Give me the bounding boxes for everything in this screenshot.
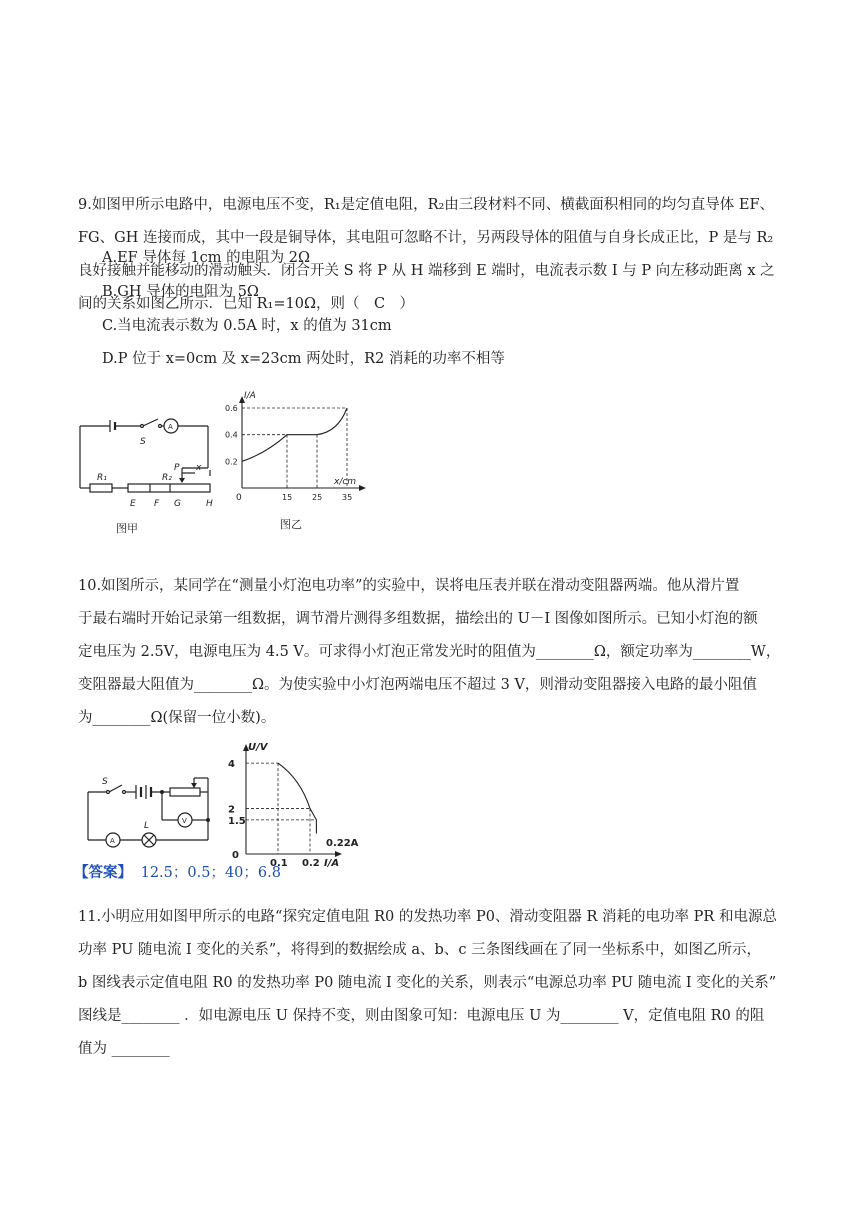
ui-y-tick: 1.5 <box>228 815 246 827</box>
slider-p-label: P <box>174 463 180 473</box>
switch-label: S <box>140 437 146 447</box>
q11-stem <box>78 901 788 1066</box>
yi-x-tick: 35 <box>342 493 353 502</box>
ui-y-tick: 2 <box>228 804 235 816</box>
answer-value: 12.5；0.5；40；6.8 <box>140 865 281 881</box>
q9-line: 间的关系如图乙所示．已知 R₁=10Ω，则（ C ） <box>78 296 415 312</box>
ui-x-tick: 0.1 <box>270 858 288 868</box>
yi-origin: 0 <box>236 493 242 503</box>
q9-option-d: D.P 位于 x=0cm 及 x=23cm 两处时，R2 消耗的功率不相等 <box>102 351 505 367</box>
q10-line: 为________Ω(保留一位小数)。 <box>78 710 276 726</box>
q9-option-c: C.当电流表示数为 0.5A 时，x 的值为 31cm <box>102 318 392 334</box>
q11-line: 图线是________ ．如电源电压 U 保持不变，则由图象可知：电源电压 U 为________ V，定值电阻 R0 的阻 <box>78 1008 765 1024</box>
q11-line: b 图线表示定值电阻 R0 的发热功率 P0 随电流 I 变化的关系，则表示“电源总功率 PU 随电流 I 变化的关系” <box>78 975 777 991</box>
yi-ylabel: I/A <box>244 391 256 401</box>
q10-switch-label: S <box>102 777 108 787</box>
point-f-label: F <box>154 499 160 509</box>
figure-q10-chart <box>228 738 388 868</box>
figure-q10-circuit <box>82 772 222 872</box>
q10-ylabel: U/V <box>248 742 268 753</box>
figure-jia-circuit <box>70 410 230 538</box>
point-g-label: G <box>174 499 181 509</box>
q10-origin: 0 <box>232 850 239 861</box>
ui-series-line <box>278 763 316 833</box>
x-label: x <box>196 463 202 473</box>
yi-xlabel: x/cm <box>334 477 357 487</box>
figure-yi-caption: 图乙 <box>280 518 302 531</box>
q10-answer <box>74 861 281 882</box>
point-h-label: H <box>206 499 213 509</box>
yi-y-tick: 0.6 <box>225 404 238 413</box>
ui-x-tick: 0.2 <box>302 858 320 868</box>
q10-ammeter-label: A <box>110 837 115 845</box>
yi-x-tick: 15 <box>282 493 293 502</box>
figure-jia-caption: 图甲 <box>116 522 138 535</box>
q9-option-b: B.GH 导体的电阻为 5Ω <box>102 284 259 300</box>
yi-x-tick: 25 <box>312 493 323 502</box>
point-e-label: E <box>130 499 136 509</box>
q10-stem <box>78 570 788 735</box>
yi-y-tick: 0.4 <box>225 430 238 440</box>
ammeter-label: A <box>168 423 173 431</box>
q9-option-a: A.EF 导体每 1cm 的电阻为 2Ω <box>102 250 311 266</box>
q10-xlabel: I/A <box>324 858 340 868</box>
q11-line: 功率 PU 随电流 I 变化的关系”，将得到的数据绘成 a、b、c 三条图线画在了同一坐标系中，如图乙所示， <box>78 942 762 958</box>
q10-voltmeter-label: V <box>182 817 187 825</box>
q10-line: 定电压为 2.5V，电源电压为 4.5 V。可求得小灯泡正常发光时的阻值为________Ω，额定功率为________W， <box>78 644 781 660</box>
q11-line: 值为 ________ <box>78 1041 170 1057</box>
q9-line: 良好接触并能移动的滑动触头．闭合开关 S 将 P 从 H 端移到 E 端时，电流表示数 I 与 P 向左移动距离 x 之 <box>78 263 775 279</box>
q9-line: FG、GH 连接而成，其中一段是铜导体，其电阻可忽略不计，另两段导体的阻值与自身长成正比，P 是与 R₂ <box>78 230 774 246</box>
q10-lamp-label: L <box>144 821 150 831</box>
figure-yi-chart <box>222 388 372 538</box>
q10-line: 于最右端时开始记录第一组数据，调节滑片测得多组数据，描绘出的 U－I 图像如图所示。已知小灯泡的额 <box>78 611 758 627</box>
q11-line: 11.小明应用如图甲所示的电路“探究定值电阻 R0 的发热功率 P0、滑动变阻器 R 消耗的电功率 PR 和电源总 <box>78 909 777 925</box>
q10-line: 10.如图所示，某同学在“测量小灯泡电功率”的实验中，误将电压表并联在滑动变阻器两端。他从滑片置 <box>78 578 740 594</box>
q10-line: 变阻器最大阻值为________Ω。为使实验中小灯泡两端电压不超过 3 V，则滑动变阻器接入电路的最小阻值 <box>78 677 757 693</box>
r2-label: R₂ <box>162 473 172 483</box>
ui-y-tick: 4 <box>228 759 235 771</box>
q10-end-label: 0.22A <box>326 838 359 849</box>
q9-line: 9.如图甲所示电路中，电源电压不变，R₁是定值电阻，R₂由三段材料不同、横截面积相同的均匀直导体 EF、 <box>78 197 775 213</box>
answer-tag: 【答案】 <box>74 864 132 881</box>
r1-label: R₁ <box>97 473 107 483</box>
yi-y-tick: 0.2 <box>225 457 238 467</box>
